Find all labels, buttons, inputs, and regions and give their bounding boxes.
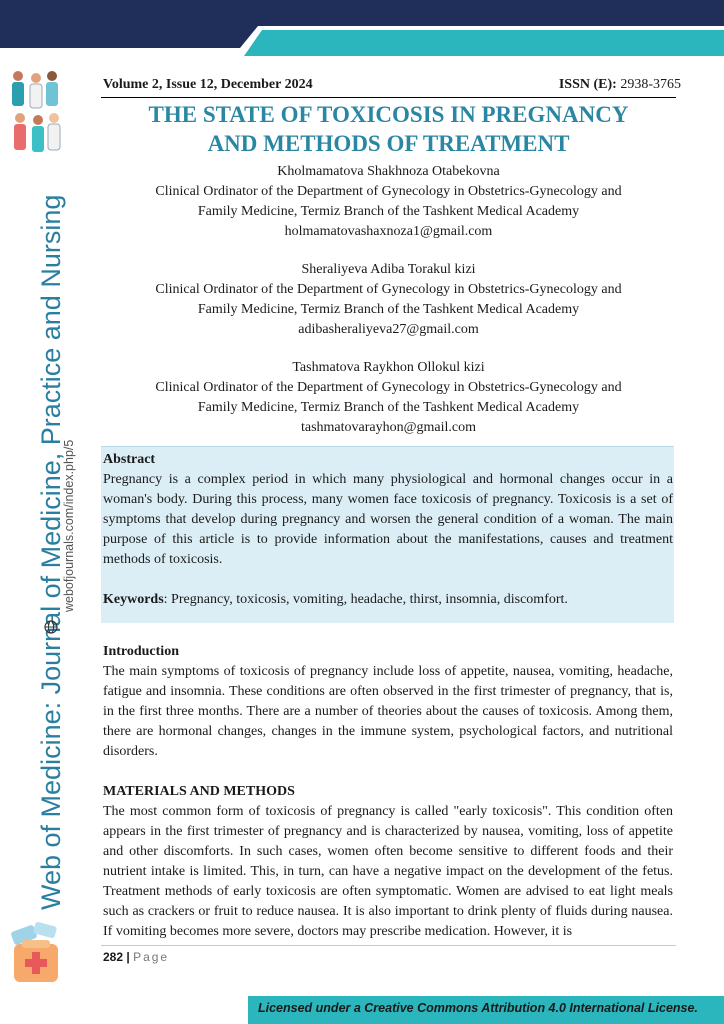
- issn-label: ISSN (E):: [558, 77, 617, 92]
- title-line-1: THE STATE OF TOXICOSIS IN PREGNANCY: [148, 102, 629, 127]
- author-affiliation: Family Medicine, Termiz Branch of the Tashkent Medical Academy: [197, 400, 580, 415]
- intro-heading: Introduction: [103, 644, 179, 659]
- author-block: [101, 358, 676, 438]
- author-name: Kholmamatova Shakhnoza Otabekovna: [277, 164, 500, 179]
- author-affiliation: Clinical Ordinator of the Department of Gynecology in Obstetrics-Gynecology and: [155, 184, 622, 199]
- article-title: [101, 100, 676, 158]
- page-separator: |: [123, 950, 134, 964]
- keywords-label: Keywords: [103, 592, 164, 607]
- methods-heading: MATERIALS AND METHODS: [103, 784, 295, 799]
- abstract-text: Pregnancy is a complex period in which many physiological and hormonal changes occur in a woman's body. During this process, many women face toxicosis of pregnancy. Toxicosis is a set of symptoms that develop during pregnancy and worsen the general condition of a woman. The main purpose of this article is to provide information about the manifestations, causes and treatment methods of toxicosis.: [103, 472, 673, 567]
- header-decoration: [0, 0, 724, 60]
- author-block: [101, 260, 676, 340]
- author-block: [101, 162, 676, 242]
- author-affiliation: Clinical Ordinator of the Department of Gynecology in Obstetrics-Gynecology and: [155, 282, 622, 297]
- page-number-value: 282: [103, 950, 124, 964]
- page-number: [103, 950, 169, 964]
- author-email[interactable]: holmamatovashaxnoza1@gmail.com: [284, 224, 493, 239]
- keywords-text: : Pregnancy, toxicosis, vomiting, headache, thirst, insomnia, discomfort.: [163, 592, 568, 607]
- abstract-section: [103, 450, 673, 610]
- header-rule: [101, 97, 676, 98]
- author-list: [101, 162, 676, 456]
- volume-issue-line: Volume 2, Issue 12, December 2024: [103, 77, 313, 92]
- methods-text: The most common form of toxicosis of pregnancy is called "early toxicosis". This condition often appears in the first trimester of pregnancy and is characterized by nausea, vomiting, loss of appetite and other discomforts. In such cases, women often become sensitive to different foods and their nutrient intake is limited. This, in turn, can have a negative impact on the development of the fetus. Treatment methods of early toxicosis are often symptomatic. Women are advised to eat light meals such as crackers or fruit to reduce nausea. It is also important to drink plenty of fluids during nausea. If vomiting becomes more severe, doctors may prescribe medication. However, it is: [103, 804, 673, 939]
- issn-value: 2938-3765: [616, 77, 681, 92]
- medical-staff-illustration: [6, 68, 64, 164]
- author-name: Tashmatova Raykhon Ollokul kizi: [292, 360, 485, 375]
- globe-icon: [44, 620, 58, 634]
- author-name: Sheraliyeva Adiba Torakul kizi: [301, 262, 476, 277]
- medical-kit-icon: [8, 922, 64, 988]
- footer-rule: [101, 945, 676, 946]
- intro-text: The main symptoms of toxicosis of pregnancy include loss of appetite, nausea, vomiting, headache, fatigue and insomnia. These conditions are often observed in the first trimester of pregnancy, that is, in the first three months. There are a number of theories about the causes of toxicosis. Among them, there are hormonal changes, changes in the immune system, psychological factors, and nutritional disorders.: [103, 664, 673, 759]
- page-word: Page: [133, 950, 170, 964]
- author-affiliation: Clinical Ordinator of the Department of Gynecology in Obstetrics-Gynecology and: [155, 380, 622, 395]
- license-text[interactable]: Licensed under a Creative Commons Attribution 4.0 International License.: [258, 1001, 698, 1015]
- author-email[interactable]: tashmatovarayhon@gmail.com: [300, 420, 476, 435]
- author-affiliation: Family Medicine, Termiz Branch of the Tashkent Medical Academy: [197, 302, 580, 317]
- author-email[interactable]: adibasheraliyeva27@gmail.com: [298, 322, 479, 337]
- teal-stripe: [244, 30, 724, 56]
- issn: [559, 77, 681, 93]
- author-affiliation: Family Medicine, Termiz Branch of the Tashkent Medical Academy: [197, 204, 580, 219]
- article-body: [103, 642, 673, 942]
- keywords: [103, 590, 673, 610]
- abstract-heading: Abstract: [103, 452, 156, 467]
- title-line-2: AND METHODS OF TREATMENT: [207, 131, 570, 156]
